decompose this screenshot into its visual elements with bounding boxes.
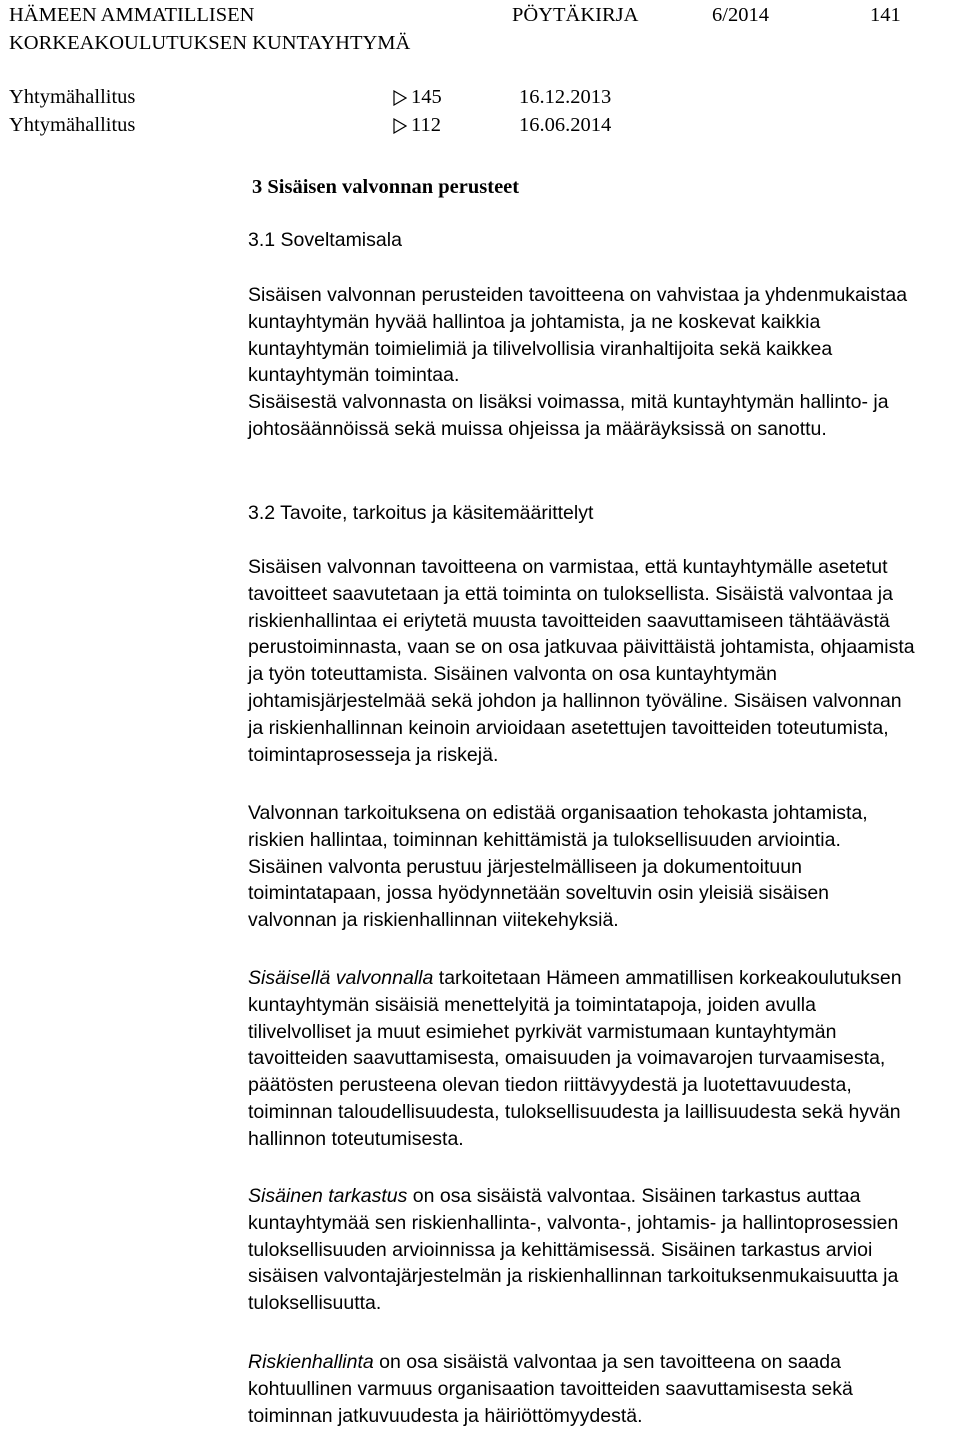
text-line: kohtuullinen varmuus organisaation tavoitteiden saavuttamisesta sekä bbox=[248, 1377, 853, 1400]
text-line: kuntayhtymän sisäisiä menettelyitä ja toimintatapoja, joiden avulla bbox=[248, 993, 816, 1016]
text-line: sisäisen valvontajärjestelmän ja riskienhallinnan tarkoituksenmukaisuutta ja bbox=[248, 1265, 899, 1288]
text-line: Sisäisen valvonnan tavoitteena on varmistaa, että kuntayhtymälle asetetut bbox=[248, 556, 888, 578]
text-line bbox=[248, 1349, 960, 1376]
reference-body: Yhtymähallitus bbox=[9, 86, 136, 108]
paragraph-internal-control-definition bbox=[248, 965, 960, 1153]
text-line: riskienhallintaa ei eriytetä muusta tavoitteiden saavuttamiseen tähtäävästä bbox=[248, 609, 890, 632]
defined-term: Sisäisellä valvonnalla bbox=[248, 967, 434, 989]
paragraph-purpose bbox=[248, 800, 960, 934]
text-fragment: on osa sisäistä valvontaa ja sen tavoitteena on saada bbox=[373, 1351, 841, 1373]
text-line: hallinnon toteutumisesta. bbox=[248, 1127, 464, 1150]
text-line: perustoiminnasta, vaan se on osa jatkuvaa päivittäistä johtamista, ohjaamista bbox=[248, 636, 915, 659]
text-line: toiminnan taloudellisuudesta, tuloksellisuudesta ja laillisuudesta sekä hyvän bbox=[248, 1100, 901, 1123]
text-line: Valvonnan tarkoituksena on edistää organisaation tehokasta johtamista, bbox=[248, 802, 868, 824]
text-line: valvonnan ja riskienhallinnan viitekehyksiä. bbox=[248, 909, 619, 932]
text-line: tuloksellisuuden arvioinnissa ja kehittämisessä. Sisäinen tarkastus arvioi bbox=[248, 1238, 873, 1261]
text-fragment: on osa sisäistä valvontaa. Sisäinen tarkastus auttaa bbox=[407, 1185, 861, 1207]
paragraph-risk-management-definition bbox=[248, 1349, 960, 1429]
document-number: 6/2014 bbox=[712, 4, 769, 26]
text-fragment: tarkoitetaan Hämeen ammatillisen korkeakoulutuksen bbox=[433, 967, 902, 989]
text-line: toimintaprosesseja ja riskejä. bbox=[248, 743, 499, 766]
text-line: ja riskienhallinnan keinoin arvioidaan asetettujen tavoitteiden toteutumista, bbox=[248, 716, 889, 739]
reference-body: Yhtymähallitus bbox=[9, 114, 136, 136]
text-line: tilivelvolliset ja muut esimiehet pyrkivät varmistumaan kuntayhtymän bbox=[248, 1020, 837, 1043]
text-line: kuntayhtymän hyvää hallintoa ja johtamista, ja ne koskevat kaikkia bbox=[248, 310, 821, 333]
document-type: PÖYTÄKIRJA bbox=[512, 4, 639, 26]
text-line: ja työn toteuttamista. Sisäinen valvonta on osa kuntayhtymän bbox=[248, 663, 777, 686]
defined-term: Riskienhallinta bbox=[248, 1351, 374, 1373]
subsection-heading-goals: 3.2 Tavoite, tarkoitus ja käsitemäärittelyt bbox=[248, 502, 594, 524]
paragraph-goal bbox=[248, 554, 960, 768]
text-line: kuntayhtymän toimielimiä ja tilivelvollisia viranhaltijoita sekä kaikkea bbox=[248, 337, 833, 360]
defined-term: Sisäinen tarkastus bbox=[248, 1185, 408, 1207]
text-line: Sisäisestä valvonnasta on lisäksi voimassa, mitä kuntayhtymän hallinto- ja bbox=[248, 391, 889, 414]
text-line: tavoitteet saavutetaan ja että toiminta on tuloksellista. Sisäistä valvontaa ja bbox=[248, 582, 893, 605]
text-line: riskien hallintaa, toiminnan kehittämistä ja tuloksellisuuden arviointia. bbox=[248, 828, 841, 851]
text-line: johtamisjärjestelmää sekä johdon ja hallinnon työväline. Sisäisen valvonnan bbox=[248, 689, 902, 712]
reference-row bbox=[9, 84, 729, 110]
paragraph-scope bbox=[248, 282, 960, 443]
page-number: 141 bbox=[870, 4, 901, 26]
reference-number: 145 bbox=[411, 86, 442, 108]
org-name-line1: HÄMEEN AMMATILLISEN bbox=[9, 4, 255, 26]
text-line: johtosäännöissä sekä muissa ohjeissa ja määräyksissä on sanottu. bbox=[248, 417, 827, 440]
text-line: kuntayhtymän toimintaa. bbox=[248, 364, 460, 387]
text-line bbox=[248, 965, 960, 992]
text-line: toiminnan jatkuvuudesta ja häiriöttömyydestä. bbox=[248, 1404, 643, 1427]
text-line: kuntayhtymää sen riskienhallinta-, valvonta-, johtamis- ja hallintoprosessien bbox=[248, 1211, 899, 1234]
subsection-heading-scope: 3.1 Soveltamisala bbox=[248, 229, 402, 251]
text-line: päätösten perusteena olevan tiedon riittävyydestä ja luotettavuudesta, bbox=[248, 1074, 852, 1097]
paragraph-internal-audit-definition bbox=[248, 1183, 960, 1317]
org-name-line2: KORKEAKOULUTUKSEN KUNTAYHTYMÄ bbox=[9, 32, 411, 54]
text-line: tavoitteiden saavuttamisesta, omaisuuden ja voimavarojen turvaamisesta, bbox=[248, 1047, 886, 1070]
reference-date: 16.06.2014 bbox=[519, 114, 612, 136]
reference-date: 16.12.2013 bbox=[519, 86, 612, 108]
reference-number: 112 bbox=[411, 114, 441, 136]
section-heading: 3 Sisäisen valvonnan perusteet bbox=[252, 176, 520, 198]
text-line: Sisäinen valvonta perustuu järjestelmälliseen ja dokumentoituun bbox=[248, 855, 802, 878]
text-line: tuloksellisuutta. bbox=[248, 1292, 382, 1315]
reference-row bbox=[9, 112, 729, 138]
text-line: toimintatapaan, jossa hyödynnetään soveltuvin osin yleisiä sisäisen bbox=[248, 882, 830, 905]
text-line: Sisäisen valvonnan perusteiden tavoitteena on vahvistaa ja yhdenmukaistaa bbox=[248, 284, 908, 306]
text-line bbox=[248, 1183, 960, 1210]
